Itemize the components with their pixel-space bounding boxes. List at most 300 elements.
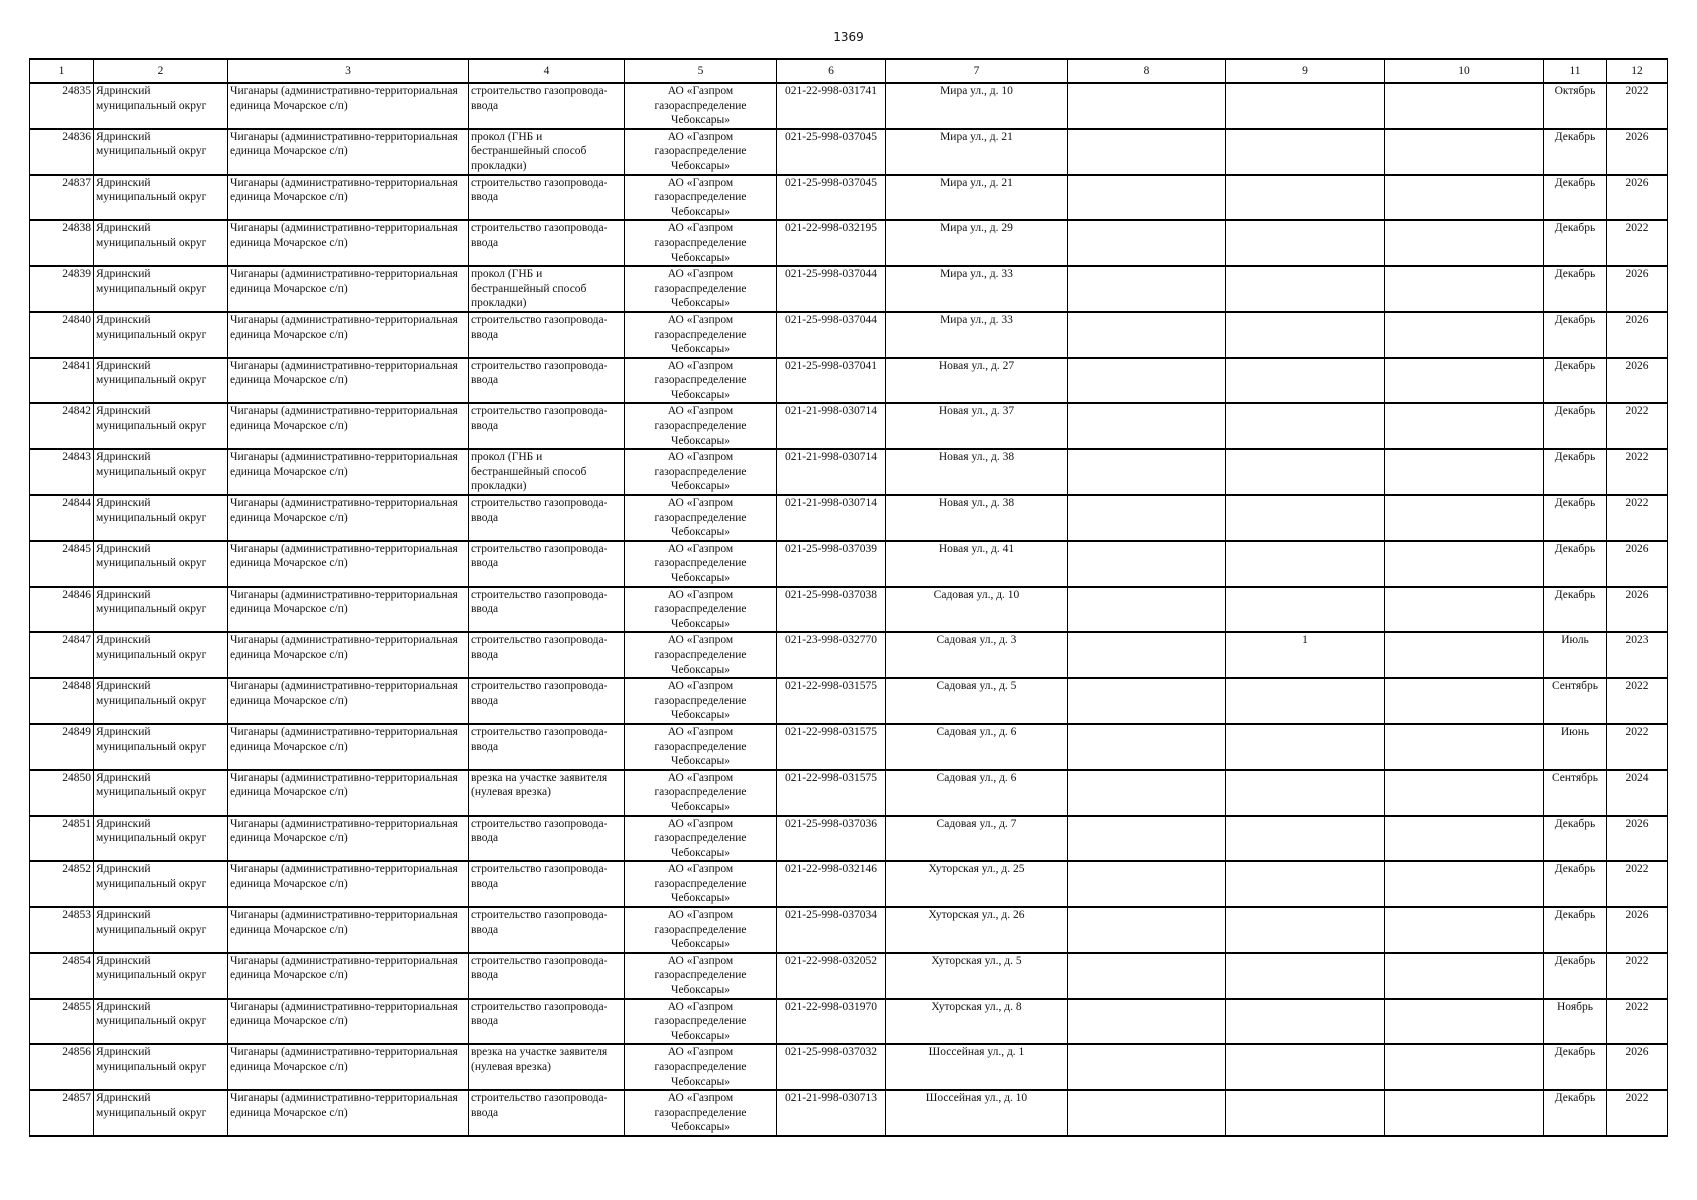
column-10-cell <box>1385 724 1544 770</box>
column-10-cell <box>1385 1044 1544 1090</box>
month-cell: Декабрь <box>1544 129 1607 175</box>
district-cell: Ядринский муниципальный округ <box>94 312 228 358</box>
column-8-cell <box>1068 816 1226 862</box>
table-row <box>30 312 1668 358</box>
year-cell: 2026 <box>1607 129 1668 175</box>
address-cell: Хуторская ул., д. 8 <box>886 999 1068 1045</box>
header-row <box>30 59 1668 83</box>
locality-cell: Чиганары (административно-территориальная единица Мочарское с/п) <box>228 220 469 266</box>
row-number-cell: 24849 <box>30 724 94 770</box>
row-number-cell: 24854 <box>30 953 94 999</box>
district-cell: Ядринский муниципальный округ <box>94 861 228 907</box>
table-row <box>30 907 1668 953</box>
district-cell: Ядринский муниципальный округ <box>94 953 228 999</box>
organization-cell: АО «Газпром газораспределение Чебоксары» <box>625 724 777 770</box>
table-row <box>30 129 1668 175</box>
table-row <box>30 358 1668 404</box>
request-code-cell: 021-25-998-037038 <box>777 587 886 633</box>
page-number: 1369 <box>833 30 864 44</box>
locality-cell: Чиганары (административно-территориальная единица Мочарское с/п) <box>228 678 469 724</box>
request-code-cell: 021-25-998-037045 <box>777 129 886 175</box>
table-row <box>30 816 1668 862</box>
row-number-cell: 24840 <box>30 312 94 358</box>
month-cell: Декабрь <box>1544 175 1607 221</box>
column-9-cell <box>1226 83 1385 129</box>
table-row <box>30 724 1668 770</box>
row-number-cell: 24853 <box>30 907 94 953</box>
column-9-cell: 1 <box>1226 632 1385 678</box>
request-code-cell: 021-22-998-031970 <box>777 999 886 1045</box>
locality-cell: Чиганары (административно-территориальная единица Мочарское с/п) <box>228 632 469 678</box>
address-cell: Мира ул., д. 33 <box>886 312 1068 358</box>
table-row <box>30 83 1668 129</box>
work-type-cell: строительство газопровода-ввода <box>469 358 625 404</box>
address-cell: Мира ул., д. 21 <box>886 175 1068 221</box>
year-cell: 2026 <box>1607 907 1668 953</box>
column-9-cell <box>1226 678 1385 724</box>
organization-cell: АО «Газпром газораспределение Чебоксары» <box>625 770 777 816</box>
district-cell: Ядринский муниципальный округ <box>94 358 228 404</box>
column-header: 4 <box>469 59 625 83</box>
locality-cell: Чиганары (административно-территориальная единица Мочарское с/п) <box>228 953 469 999</box>
organization-cell: АО «Газпром газораспределение Чебоксары» <box>625 129 777 175</box>
organization-cell: АО «Газпром газораспределение Чебоксары» <box>625 907 777 953</box>
locality-cell: Чиганары (административно-территориальная единица Мочарское с/п) <box>228 907 469 953</box>
request-code-cell: 021-22-998-031575 <box>777 770 886 816</box>
district-cell: Ядринский муниципальный округ <box>94 83 228 129</box>
month-cell: Декабрь <box>1544 220 1607 266</box>
request-code-cell: 021-25-998-037045 <box>777 175 886 221</box>
column-header: 5 <box>625 59 777 83</box>
request-code-cell: 021-21-998-030714 <box>777 495 886 541</box>
year-cell: 2022 <box>1607 1090 1668 1136</box>
work-type-cell: строительство газопровода-ввода <box>469 907 625 953</box>
organization-cell: АО «Газпром газораспределение Чебоксары» <box>625 266 777 312</box>
work-type-cell: врезка на участке заявителя (нулевая врезка) <box>469 770 625 816</box>
work-type-cell: прокол (ГНБ и бестраншейный способ прокладки) <box>469 129 625 175</box>
month-cell: Декабрь <box>1544 861 1607 907</box>
column-10-cell <box>1385 495 1544 541</box>
column-8-cell <box>1068 175 1226 221</box>
column-header: 8 <box>1068 59 1226 83</box>
column-9-cell <box>1226 999 1385 1045</box>
work-type-cell: строительство газопровода-ввода <box>469 495 625 541</box>
organization-cell: АО «Газпром газораспределение Чебоксары» <box>625 495 777 541</box>
table-row <box>30 266 1668 312</box>
column-8-cell <box>1068 495 1226 541</box>
address-cell: Садовая ул., д. 10 <box>886 587 1068 633</box>
year-cell: 2022 <box>1607 449 1668 495</box>
year-cell: 2026 <box>1607 175 1668 221</box>
row-number-cell: 24851 <box>30 816 94 862</box>
month-cell: Декабрь <box>1544 266 1607 312</box>
row-number-cell: 24855 <box>30 999 94 1045</box>
organization-cell: АО «Газпром газораспределение Чебоксары» <box>625 403 777 449</box>
work-type-cell: строительство газопровода-ввода <box>469 953 625 999</box>
column-10-cell <box>1385 999 1544 1045</box>
request-code-cell: 021-22-998-031575 <box>777 724 886 770</box>
district-cell: Ядринский муниципальный округ <box>94 816 228 862</box>
row-number-cell: 24835 <box>30 83 94 129</box>
work-type-cell: строительство газопровода-ввода <box>469 861 625 907</box>
work-type-cell: строительство газопровода-ввода <box>469 587 625 633</box>
address-cell: Садовая ул., д. 5 <box>886 678 1068 724</box>
district-cell: Ядринский муниципальный округ <box>94 999 228 1045</box>
column-9-cell <box>1226 953 1385 999</box>
column-8-cell <box>1068 678 1226 724</box>
district-cell: Ядринский муниципальный округ <box>94 907 228 953</box>
row-number-cell: 24847 <box>30 632 94 678</box>
column-9-cell <box>1226 907 1385 953</box>
column-10-cell <box>1385 403 1544 449</box>
column-9-cell <box>1226 724 1385 770</box>
address-cell: Новая ул., д. 37 <box>886 403 1068 449</box>
column-9-cell <box>1226 541 1385 587</box>
month-cell: Июль <box>1544 632 1607 678</box>
year-cell: 2024 <box>1607 770 1668 816</box>
register-table <box>29 58 1668 1137</box>
table-row <box>30 175 1668 221</box>
locality-cell: Чиганары (административно-территориальная единица Мочарское с/п) <box>228 449 469 495</box>
address-cell: Новая ул., д. 38 <box>886 495 1068 541</box>
locality-cell: Чиганары (административно-территориальная единица Мочарское с/п) <box>228 129 469 175</box>
month-cell: Декабрь <box>1544 907 1607 953</box>
column-8-cell <box>1068 449 1226 495</box>
locality-cell: Чиганары (административно-территориальная единица Мочарское с/п) <box>228 403 469 449</box>
year-cell: 2026 <box>1607 266 1668 312</box>
locality-cell: Чиганары (административно-территориальная единица Мочарское с/п) <box>228 1044 469 1090</box>
column-10-cell <box>1385 1090 1544 1136</box>
district-cell: Ядринский муниципальный округ <box>94 129 228 175</box>
table-row <box>30 678 1668 724</box>
month-cell: Сентябрь <box>1544 678 1607 724</box>
organization-cell: АО «Газпром газораспределение Чебоксары» <box>625 312 777 358</box>
organization-cell: АО «Газпром газораспределение Чебоксары» <box>625 83 777 129</box>
district-cell: Ядринский муниципальный округ <box>94 266 228 312</box>
locality-cell: Чиганары (административно-территориальная единица Мочарское с/п) <box>228 541 469 587</box>
address-cell: Мира ул., д. 10 <box>886 83 1068 129</box>
column-10-cell <box>1385 632 1544 678</box>
table-row <box>30 770 1668 816</box>
district-cell: Ядринский муниципальный округ <box>94 541 228 587</box>
address-cell: Садовая ул., д. 6 <box>886 724 1068 770</box>
table-row <box>30 495 1668 541</box>
column-header: 6 <box>777 59 886 83</box>
work-type-cell: строительство газопровода-ввода <box>469 312 625 358</box>
organization-cell: АО «Газпром газораспределение Чебоксары» <box>625 1044 777 1090</box>
work-type-cell: строительство газопровода-ввода <box>469 403 625 449</box>
district-cell: Ядринский муниципальный округ <box>94 449 228 495</box>
district-cell: Ядринский муниципальный округ <box>94 770 228 816</box>
column-9-cell <box>1226 861 1385 907</box>
month-cell: Декабрь <box>1544 541 1607 587</box>
column-9-cell <box>1226 175 1385 221</box>
district-cell: Ядринский муниципальный округ <box>94 220 228 266</box>
locality-cell: Чиганары (административно-территориальная единица Мочарское с/п) <box>228 312 469 358</box>
table-row <box>30 953 1668 999</box>
column-9-cell <box>1226 1090 1385 1136</box>
address-cell: Хуторская ул., д. 25 <box>886 861 1068 907</box>
organization-cell: АО «Газпром газораспределение Чебоксары» <box>625 541 777 587</box>
row-number-cell: 24843 <box>30 449 94 495</box>
district-cell: Ядринский муниципальный округ <box>94 403 228 449</box>
address-cell: Новая ул., д. 38 <box>886 449 1068 495</box>
organization-cell: АО «Газпром газораспределение Чебоксары» <box>625 220 777 266</box>
request-code-cell: 021-25-998-037044 <box>777 266 886 312</box>
request-code-cell: 021-25-998-037041 <box>777 358 886 404</box>
column-8-cell <box>1068 220 1226 266</box>
request-code-cell: 021-21-998-030714 <box>777 449 886 495</box>
district-cell: Ядринский муниципальный округ <box>94 678 228 724</box>
month-cell: Ноябрь <box>1544 999 1607 1045</box>
column-10-cell <box>1385 449 1544 495</box>
work-type-cell: прокол (ГНБ и бестраншейный способ прокладки) <box>469 449 625 495</box>
month-cell: Декабрь <box>1544 1044 1607 1090</box>
request-code-cell: 021-22-998-032052 <box>777 953 886 999</box>
column-9-cell <box>1226 266 1385 312</box>
request-code-cell: 021-25-998-037044 <box>777 312 886 358</box>
column-10-cell <box>1385 541 1544 587</box>
organization-cell: АО «Газпром газораспределение Чебоксары» <box>625 632 777 678</box>
work-type-cell: прокол (ГНБ и бестраншейный способ прокладки) <box>469 266 625 312</box>
row-number-cell: 24852 <box>30 861 94 907</box>
column-9-cell <box>1226 587 1385 633</box>
work-type-cell: строительство газопровода-ввода <box>469 816 625 862</box>
district-cell: Ядринский муниципальный округ <box>94 1044 228 1090</box>
row-number-cell: 24845 <box>30 541 94 587</box>
district-cell: Ядринский муниципальный округ <box>94 1090 228 1136</box>
locality-cell: Чиганары (административно-территориальная единица Мочарское с/п) <box>228 770 469 816</box>
column-9-cell <box>1226 495 1385 541</box>
organization-cell: АО «Газпром газораспределение Чебоксары» <box>625 999 777 1045</box>
column-10-cell <box>1385 175 1544 221</box>
year-cell: 2022 <box>1607 861 1668 907</box>
year-cell: 2026 <box>1607 1044 1668 1090</box>
organization-cell: АО «Газпром газораспределение Чебоксары» <box>625 175 777 221</box>
work-type-cell: строительство газопровода-ввода <box>469 678 625 724</box>
organization-cell: АО «Газпром газораспределение Чебоксары» <box>625 449 777 495</box>
column-8-cell <box>1068 587 1226 633</box>
column-header: 12 <box>1607 59 1668 83</box>
column-8-cell <box>1068 770 1226 816</box>
column-8-cell <box>1068 724 1226 770</box>
year-cell: 2022 <box>1607 83 1668 129</box>
month-cell: Декабрь <box>1544 587 1607 633</box>
column-header: 1 <box>30 59 94 83</box>
work-type-cell: строительство газопровода-ввода <box>469 541 625 587</box>
address-cell: Садовая ул., д. 7 <box>886 816 1068 862</box>
table-row <box>30 1044 1668 1090</box>
request-code-cell: 021-25-998-037039 <box>777 541 886 587</box>
work-type-cell: строительство газопровода-ввода <box>469 175 625 221</box>
locality-cell: Чиганары (административно-территориальная единица Мочарское с/п) <box>228 358 469 404</box>
district-cell: Ядринский муниципальный округ <box>94 724 228 770</box>
year-cell: 2026 <box>1607 816 1668 862</box>
address-cell: Новая ул., д. 41 <box>886 541 1068 587</box>
table-row <box>30 220 1668 266</box>
locality-cell: Чиганары (административно-территориальная единица Мочарское с/п) <box>228 83 469 129</box>
district-cell: Ядринский муниципальный округ <box>94 632 228 678</box>
organization-cell: АО «Газпром газораспределение Чебоксары» <box>625 816 777 862</box>
column-8-cell <box>1068 907 1226 953</box>
column-9-cell <box>1226 403 1385 449</box>
column-9-cell <box>1226 358 1385 404</box>
column-8-cell <box>1068 541 1226 587</box>
column-10-cell <box>1385 129 1544 175</box>
request-code-cell: 021-25-998-037032 <box>777 1044 886 1090</box>
address-cell: Мира ул., д. 33 <box>886 266 1068 312</box>
organization-cell: АО «Газпром газораспределение Чебоксары» <box>625 678 777 724</box>
column-8-cell <box>1068 358 1226 404</box>
column-10-cell <box>1385 861 1544 907</box>
request-code-cell: 021-25-998-037034 <box>777 907 886 953</box>
table-row <box>30 403 1668 449</box>
year-cell: 2022 <box>1607 220 1668 266</box>
table-row <box>30 999 1668 1045</box>
column-9-cell <box>1226 1044 1385 1090</box>
month-cell: Сентябрь <box>1544 770 1607 816</box>
column-9-cell <box>1226 220 1385 266</box>
month-cell: Декабрь <box>1544 403 1607 449</box>
district-cell: Ядринский муниципальный округ <box>94 495 228 541</box>
work-type-cell: строительство газопровода-ввода <box>469 220 625 266</box>
table-row <box>30 1090 1668 1136</box>
request-code-cell: 021-22-998-032195 <box>777 220 886 266</box>
year-cell: 2022 <box>1607 403 1668 449</box>
column-10-cell <box>1385 266 1544 312</box>
table-row <box>30 861 1668 907</box>
column-header: 9 <box>1226 59 1385 83</box>
row-number-cell: 24838 <box>30 220 94 266</box>
address-cell: Хуторская ул., д. 26 <box>886 907 1068 953</box>
table-row <box>30 449 1668 495</box>
row-number-cell: 24841 <box>30 358 94 404</box>
month-cell: Декабрь <box>1544 816 1607 862</box>
column-9-cell <box>1226 129 1385 175</box>
column-8-cell <box>1068 129 1226 175</box>
column-8-cell <box>1068 312 1226 358</box>
year-cell: 2022 <box>1607 953 1668 999</box>
work-type-cell: врезка на участке заявителя (нулевая врезка) <box>469 1044 625 1090</box>
locality-cell: Чиганары (административно-территориальная единица Мочарское с/п) <box>228 816 469 862</box>
locality-cell: Чиганары (административно-территориальная единица Мочарское с/п) <box>228 861 469 907</box>
month-cell: Декабрь <box>1544 449 1607 495</box>
request-code-cell: 021-23-998-032770 <box>777 632 886 678</box>
column-10-cell <box>1385 816 1544 862</box>
address-cell: Шоссейная ул., д. 10 <box>886 1090 1068 1136</box>
year-cell: 2022 <box>1607 724 1668 770</box>
row-number-cell: 24850 <box>30 770 94 816</box>
address-cell: Садовая ул., д. 3 <box>886 632 1068 678</box>
organization-cell: АО «Газпром газораспределение Чебоксары» <box>625 953 777 999</box>
work-type-cell: строительство газопровода-ввода <box>469 999 625 1045</box>
locality-cell: Чиганары (административно-территориальная единица Мочарское с/п) <box>228 175 469 221</box>
work-type-cell: строительство газопровода-ввода <box>469 83 625 129</box>
address-cell: Мира ул., д. 21 <box>886 129 1068 175</box>
month-cell: Октябрь <box>1544 83 1607 129</box>
locality-cell: Чиганары (административно-территориальная единица Мочарское с/п) <box>228 999 469 1045</box>
year-cell: 2026 <box>1607 587 1668 633</box>
month-cell: Декабрь <box>1544 953 1607 999</box>
request-code-cell: 021-22-998-032146 <box>777 861 886 907</box>
row-number-cell: 24848 <box>30 678 94 724</box>
column-8-cell <box>1068 1044 1226 1090</box>
month-cell: Декабрь <box>1544 495 1607 541</box>
address-cell: Садовая ул., д. 6 <box>886 770 1068 816</box>
request-code-cell: 021-25-998-037036 <box>777 816 886 862</box>
locality-cell: Чиганары (административно-территориальная единица Мочарское с/п) <box>228 495 469 541</box>
column-header: 3 <box>228 59 469 83</box>
column-8-cell <box>1068 266 1226 312</box>
column-8-cell <box>1068 861 1226 907</box>
work-type-cell: строительство газопровода-ввода <box>469 724 625 770</box>
table-row <box>30 587 1668 633</box>
locality-cell: Чиганары (административно-территориальная единица Мочарское с/п) <box>228 1090 469 1136</box>
row-number-cell: 24836 <box>30 129 94 175</box>
district-cell: Ядринский муниципальный округ <box>94 175 228 221</box>
column-10-cell <box>1385 953 1544 999</box>
column-10-cell <box>1385 587 1544 633</box>
column-header: 10 <box>1385 59 1544 83</box>
table-row <box>30 541 1668 587</box>
locality-cell: Чиганары (административно-территориальная единица Мочарское с/п) <box>228 266 469 312</box>
row-number-cell: 24844 <box>30 495 94 541</box>
column-header: 2 <box>94 59 228 83</box>
column-10-cell <box>1385 220 1544 266</box>
organization-cell: АО «Газпром газораспределение Чебоксары» <box>625 1090 777 1136</box>
request-code-cell: 021-21-998-030713 <box>777 1090 886 1136</box>
column-8-cell <box>1068 953 1226 999</box>
year-cell: 2026 <box>1607 541 1668 587</box>
year-cell: 2026 <box>1607 312 1668 358</box>
row-number-cell: 24846 <box>30 587 94 633</box>
column-8-cell <box>1068 403 1226 449</box>
row-number-cell: 24837 <box>30 175 94 221</box>
column-8-cell <box>1068 1090 1226 1136</box>
address-cell: Хуторская ул., д. 5 <box>886 953 1068 999</box>
column-10-cell <box>1385 907 1544 953</box>
column-header: 11 <box>1544 59 1607 83</box>
year-cell: 2023 <box>1607 632 1668 678</box>
month-cell: Июнь <box>1544 724 1607 770</box>
column-8-cell <box>1068 999 1226 1045</box>
column-8-cell <box>1068 632 1226 678</box>
locality-cell: Чиганары (административно-территориальная единица Мочарское с/п) <box>228 587 469 633</box>
request-code-cell: 021-22-998-031575 <box>777 678 886 724</box>
column-10-cell <box>1385 358 1544 404</box>
column-9-cell <box>1226 770 1385 816</box>
organization-cell: АО «Газпром газораспределение Чебоксары» <box>625 861 777 907</box>
row-number-cell: 24856 <box>30 1044 94 1090</box>
work-type-cell: строительство газопровода-ввода <box>469 632 625 678</box>
year-cell: 2022 <box>1607 495 1668 541</box>
column-9-cell <box>1226 312 1385 358</box>
request-code-cell: 021-21-998-030714 <box>777 403 886 449</box>
row-number-cell: 24857 <box>30 1090 94 1136</box>
address-cell: Мира ул., д. 29 <box>886 220 1068 266</box>
column-8-cell <box>1068 83 1226 129</box>
table-row <box>30 632 1668 678</box>
row-number-cell: 24839 <box>30 266 94 312</box>
column-10-cell <box>1385 770 1544 816</box>
year-cell: 2022 <box>1607 678 1668 724</box>
year-cell: 2022 <box>1607 999 1668 1045</box>
table-body <box>30 83 1668 1136</box>
month-cell: Декабрь <box>1544 1090 1607 1136</box>
address-cell: Шоссейная ул., д. 1 <box>886 1044 1068 1090</box>
row-number-cell: 24842 <box>30 403 94 449</box>
work-type-cell: строительство газопровода-ввода <box>469 1090 625 1136</box>
